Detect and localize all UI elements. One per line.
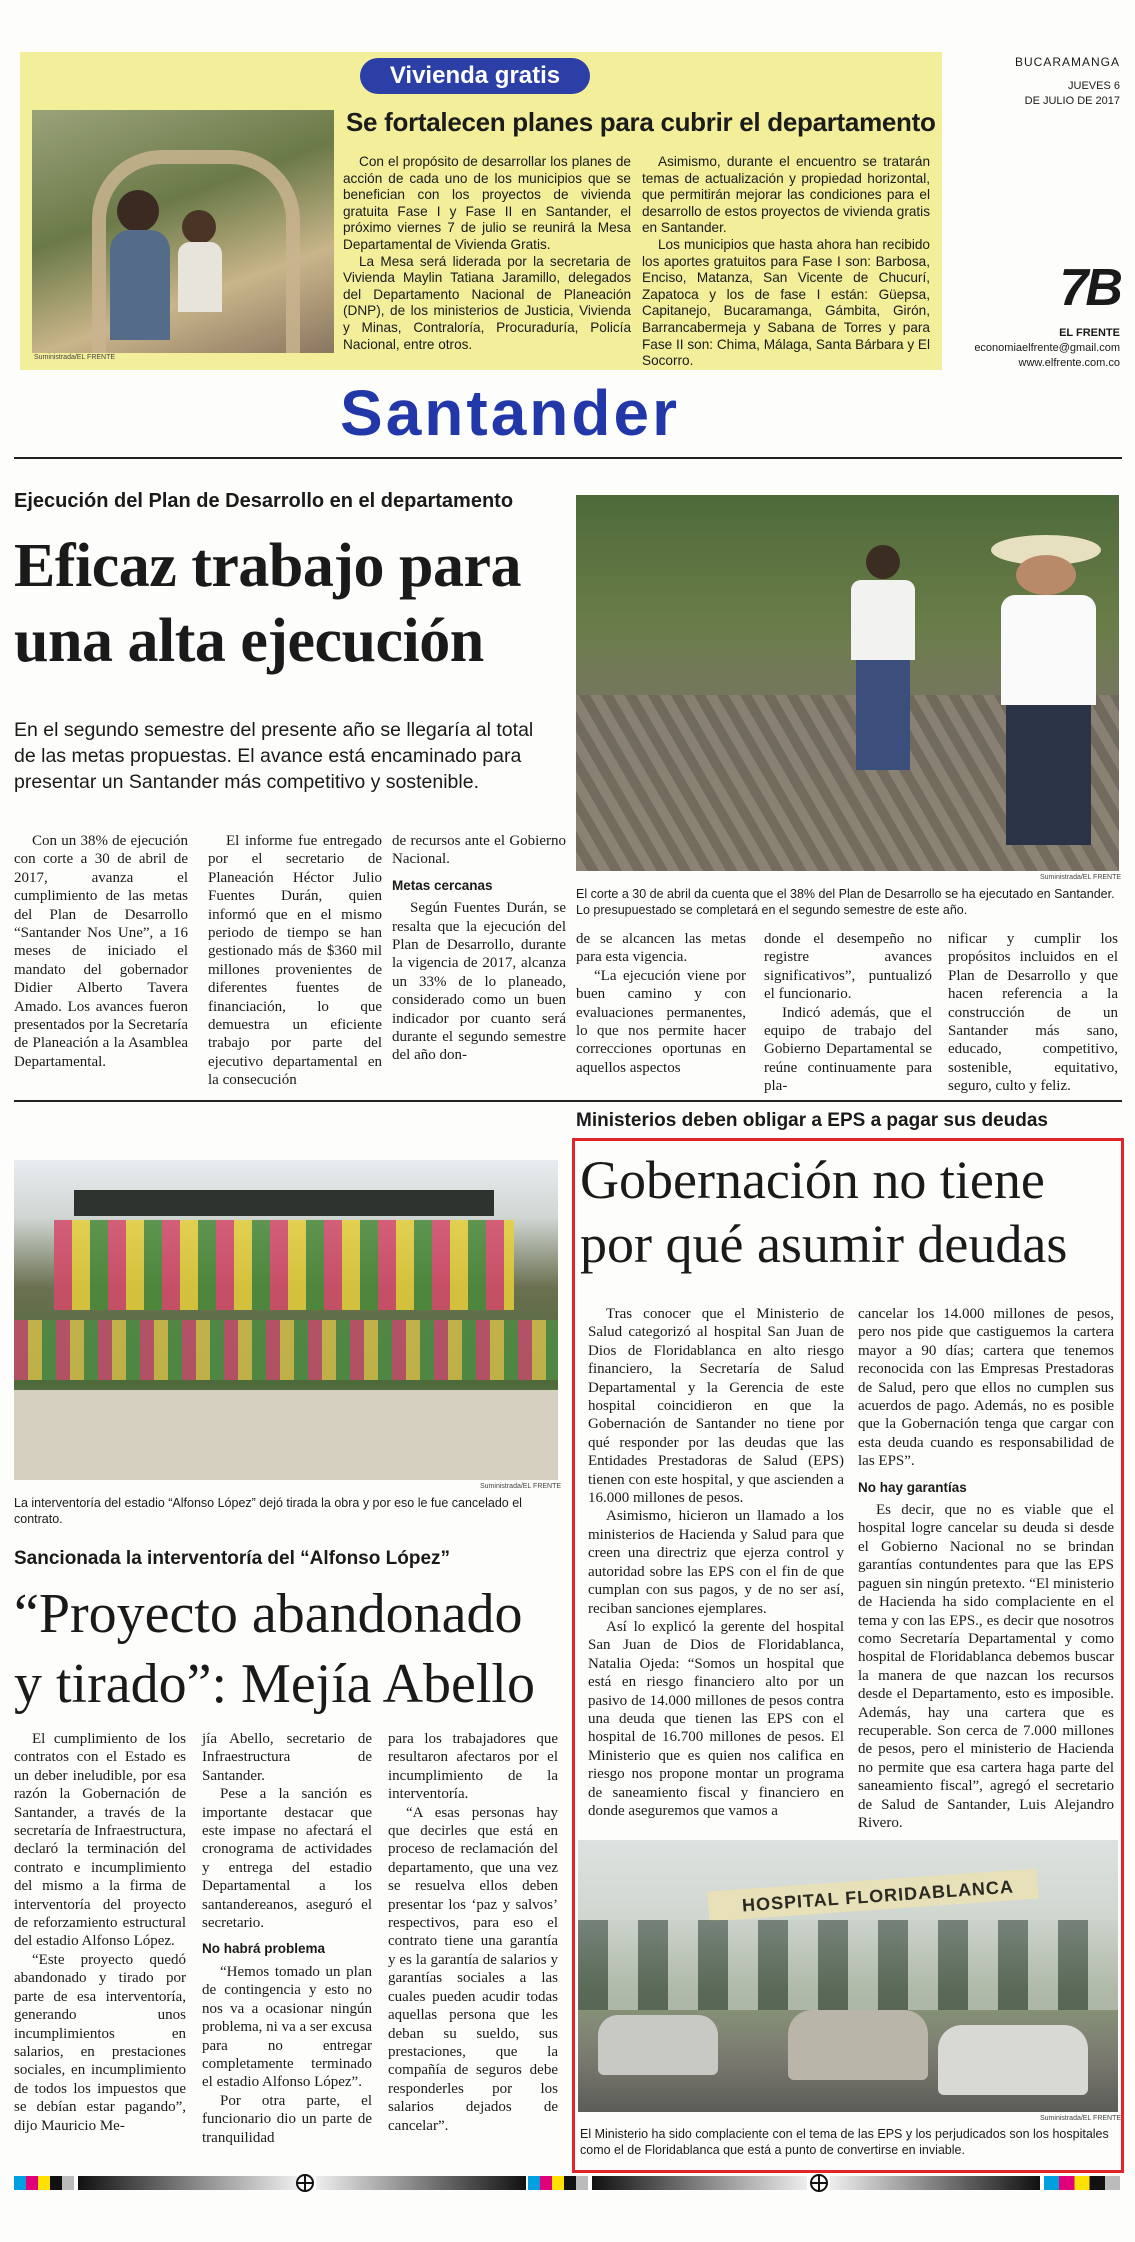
estadio-col2-p3: “Hemos tomado un plan de contingencia y esto no nos va a ocasionar ningún problema, ni va a ser excusa para no entregar completamente terminado el estadio Alfonso López”. [202,1963,372,2091]
eficaz-col1-text: Con un 38% de ejecución con corte a 30 de abril de 2017, avanza el cumplimiento de las metas del Plan de Desarrollo “Santander Nos Une”, a 16 meses de iniciado el mandato del gobernador Didier Alberto Tavera Amado. Los avances fueron presentados por la Secretaría de Planeación a la Asamblea Departamental. [14,833,188,1070]
eficaz-col3-subhead: Metas cercanas [392,877,493,893]
vivienda-col2-p2: Los municipios que hasta ahora han recibido los aportes gratuitos para Fase I son: Barbosa, Enciso, Matanza, San Vicente de Chucurí, Zapatoca y los de fase I están: Güepsa, Capitanejo, Bucaramanga, Gámbita, Girón, Barrancabermeja y Sabana de Torres y para Fase II son: Chima, Málaga, Santa Bárbara y El Socorro. [642,236,930,369]
estadio-col1-p1: El cumplimiento de los contratos con el Estado es un deber ineludible, por esa razón la Gobernación de Santander, a través de la secretaría de Infraestructura, declaró la terminación del contrato e incumplimiento del mismo a la firma de interventoría del proyecto de reforzamiento estructural del estadio Alfonso López. [14,1731,186,1950]
hospital-sign: HOSPITAL FLORIDABLANCA [741,1876,1015,1916]
eficaz-photo-credit: Suministrada/EL FRENTE [1040,874,1122,881]
color-bar-mid [528,2176,588,2190]
estadio-kicker: Sancionada la interventoría del “Alfonso López” [14,1548,451,1569]
gray-bar-right-1 [592,2176,807,2190]
gobernacion-col2 [858,1305,1114,1832]
date-line-1: JUEVES 6 [1068,80,1120,92]
eficaz-deck: En el segundo semestre del presente año se llegaría al total de las metas propuestas. El avance está encaminado para presentar un Santander más competitivo y sostenible. [14,719,534,793]
eficaz-col3-text-a: de recursos ante el Gobierno Nacional. [392,833,566,868]
eficaz-col2 [208,832,382,1090]
page-number: 7B [1059,259,1120,317]
estadio-col2-p1: jía Abello, secretario de Infraestructura de Santander. [202,1731,372,1784]
eficaz-col3-text-b: Según Fuentes Durán, se resalta que la ejecución del Plan de Desarrollo, durante la vigencia de 2017, alcanza un 33% de lo planeado, considerado como un buen indicador por cuanto será durante el segundo semestre del año don- [392,900,566,1064]
contact-email[interactable]: economiaelfrente@gmail.com [974,342,1120,354]
estadio-col1 [14,1730,186,2135]
vivienda-photo-credit: Suministrada/EL FRENTE [34,354,116,361]
color-bar-left [14,2176,74,2190]
gobernacion-col1-p1: Tras conocer que el Ministerio de Salud categorizó al hospital San Juan de Dios de Floridablanca en alto riesgo financiero, la Secretaría de Salud Departamental y la Gerencia de este hospital coincidieron en que la Gobernación de Santander no tiene por qué responder por las deudas que las Entidades Prestadoras de Salud (EPS) tienen con este hospital, y que ascienden a 16.000 millones de pesos. [588,1306,844,1507]
eficaz-col6 [948,930,1118,1096]
estadio-photo-credit: Suministrada/EL FRENTE [480,1483,562,1490]
gobernacion-title-line1: Gobernación no tiene [580,1150,1045,1210]
estadio-col3-p2: “A esas personas hay que decirles que está en proceso de reclamación del departamento, que una vez se resuelva ellos deben presentar los ‘paz y salvos’ respectivos, para eso el contrato tiene una garantía y es la garantía de salarios y garantías sociales a las cuales pueden acudir todas aquellas persona que les deban su sueldo, sus prestaciones, que la compañía de seguros debe responderles por los salarios dejados de cancelar”. [388,1804,558,2134]
paper-name: EL FRENTE [1059,327,1120,339]
vivienda-badge: Vivienda gratis [360,58,590,94]
estadio-col2 [202,1730,372,2147]
city-label: BUCARAMANGA [1014,55,1120,69]
eficaz-photo [576,495,1119,871]
gobernacion-title-line2: por qué asumir deudas [580,1214,1068,1274]
gobernacion-col1-p3: Así lo explicó la gerente del hospital San Juan de Dios de Floridablanca, Natalia Ojeda: “Somos un hospital que está en riesgo financiero alto por un pasivo de 14.000 millones de pesos contra una deuda que tienen las EPS con el hospital de 16.700 millones de pesos. El Ministerio que es quien nos califica en riesgo nos propone montar un programa de saneamiento fiscal y financiero en donde aseguremos que vamos a [588,1618,844,1819]
section-divider [14,1100,1122,1102]
estadio-title-line2: y tirado”: Mejía Abello [14,1653,535,1715]
gobernacion-col2-subhead: No hay garantías [858,1479,967,1495]
estadio-col3-p1: para los trabajadores que resultaron afectaros por el incumplimiento de la interventoría. [388,1731,558,1803]
gobernacion-col2-p1: cancelar los 14.000 millones de pesos, pero nos pide que castiguemos la cartera mayor a 90 días; cartera que tenemos reconocida con las Empresas Prestadoras de Salud, pero que ellos no cumplen sus acuerdos de pago. Además, no es posible que la Gobernación tenga que cargar con esta deuda cuando es responsabilidad de las EPS”. [858,1306,1114,1470]
eficaz-col5-text: donde el desempeño no registre avances significativos”, puntualizó el funcionario. [764,931,932,1003]
gray-bar-right-2 [830,2176,1040,2190]
estadio-col2-subhead: No habrá problema [202,1941,326,1957]
vivienda-col1 [343,154,631,353]
estadio-col2-p2: Pese a la sanción es importante destacar que este impase no afectará el cronograma de actividades y entrega del estadio Departamental a los santandereanos, aseguró el secretario. [202,1786,372,1932]
date-line-2: DE JULIO DE 2017 [1024,95,1120,107]
section-title: Santander [340,377,680,449]
eficaz-col4-text-b: “La ejecución viene por buen camino y con evaluaciones permanentes, lo que nos permite hacer correcciones oportunas en aquellos aspectos [576,967,746,1076]
eficaz-col2-text: El informe fue entregado por el secretario de Planeación Héctor Julio Fuentes Durán, quien informó que en el mismo periodo de tiempo se han gestionado más de $360 mil millones provenientes de diferentes fuentes de financiación, lo que demuestra un eficiente trabajo por parte del ejecutivo departamental en la consecución [208,833,382,1089]
color-bar-right [1044,2176,1120,2190]
gobernacion-col2-p2: Es decir, que no es viable que el hospital logre cancelar su deuda si desde el Gobierno Nacional no se brindan garantías contundentes para que las EPS paguen sin ningún pretexto. “El ministerio de Hacienda ha sido complaciente en el tema y con las EPS., es decir que nosotros como Secretaría Departamental y como hospital de Floridablanca debemos buscar la manera de que nazcan los recursos desde el Departamento, esto es imposible. Además, hay una cartera que es recuperable. Son cerca de 7.000 millones de pesos, pero el ministerio de Hacienda no permite que esa cartera haga parte del saneamiento fiscal”, agregó el secretario de Salud de Santander, Luis Alejandro Rivero. [858,1502,1114,1831]
gray-bar-left [78,2176,298,2190]
eficaz-col1 [14,832,188,1071]
eficaz-title-line2: una alta ejecución [14,607,484,675]
estadio-col3 [388,1730,558,2135]
eficaz-col5-text-b: Indicó además, que el equipo de trabajo del Gobierno Departamental se reúne continuamente para pla- [764,1004,932,1095]
eficaz-kicker: Ejecución del Plan de Desarrollo en el departamento [14,490,514,512]
eficaz-caption: El corte a 30 de abril da cuenta que el 38% del Plan de Desarrollo se ha ejecutado en Santander. Lo presupuestado se completará en el segundo semestre de este año. [576,887,1115,917]
eficaz-title-line1: Eficaz trabajo para [14,532,522,600]
gray-bar-mid [316,2176,526,2190]
eficaz-col5 [764,930,932,1096]
gobernacion-col1 [588,1305,844,1820]
website-link[interactable]: www.elfrente.com.co [1018,357,1120,369]
estadio-title-line1: “Proyecto abandonado [14,1583,523,1645]
eficaz-col4-text: de se alcancen las metas para esta vigencia. [576,931,746,966]
gobernacion-photo [578,1840,1118,2112]
gobernacion-col1-p2: Asimismo, hicieron un llamado a los ministerios de Hacienda y Salud para que creen una directriz que ejerza control y autoridad sobre las EPS con el fin de que cumplan con sus pagos, y de no ser así, reciban sanciones ejemplares. [588,1508,844,1617]
section-rule [14,457,1122,459]
vivienda-col1-p1: Con el propósito de desarrollar los planes de acción de cada uno de los municipios que se benefician con los proyectos de vivienda gratuita Fase I y Fase II en Santander, el próximo viernes 7 de julio se reunirá la Mesa Departamental de Vivienda Gratis. [343,154,631,252]
gobernacion-kicker: Ministerios deben obligar a EPS a pagar sus deudas [576,1110,1048,1131]
estadio-col2-p4: Por otra parte, el funcionario dio un parte de tranquilidad [202,2092,372,2146]
vivienda-col2-p1: Asimismo, durante el encuentro se tratarán temas de actualización y propiedad horizontal, que permitirán mejorar las condiciones para el desarrollo de estos proyectos de vivienda gratis en Santander. [642,154,930,236]
estadio-photo [14,1160,558,1480]
registration-mark-right [810,2174,828,2192]
gobernacion-photo-credit: Suministrada/EL FRENTE [1040,2115,1122,2122]
vivienda-col2 [642,154,930,370]
estadio-caption: La interventoría del estadio “Alfonso López” dejó tirada la obra y por eso le fue cancelado el contrato. [14,1496,522,1526]
vivienda-col1-p2: La Mesa será liderada por la secretaria de Vivienda Maylin Tatiana Jaramillo, delegados del Departamento Nacional de Planeación (DNP), de los ministerios de Justicia, Vivienda y Minas, Contraloría, Procuraduría, Policía Nacional, entre otros. [343,253,631,352]
eficaz-col4 [576,930,746,1077]
vivienda-photo [32,110,334,353]
eficaz-col3 [392,832,566,1065]
eficaz-col6-text: nificar y cumplir los propósitos incluidos en el Plan de Desarrollo y que hacen referencia a la construcción de un Santander más sano, educado, competitivo, sostenible, equitativo, seguro, culto y feliz. [948,931,1118,1095]
vivienda-title: Se fortalecen planes para cubrir el departamento [346,107,936,137]
gobernacion-caption: El Ministerio ha sido complaciente con el tema de las EPS y los perjudicados son los hospitales como el de Floridablanca que está a punto de convertirse en inviable. [580,2127,1109,2157]
registration-mark-left [296,2174,314,2192]
estadio-col1-p2: “Este proyecto quedó abandonado y tirado por parte de esa interventoría, generando unos incumplimientos en salarios, en prestaciones sociales, en incumplimiento de todos los impuestos que se debían estar pagando”, dijo Mauricio Me- [14,1951,186,2134]
